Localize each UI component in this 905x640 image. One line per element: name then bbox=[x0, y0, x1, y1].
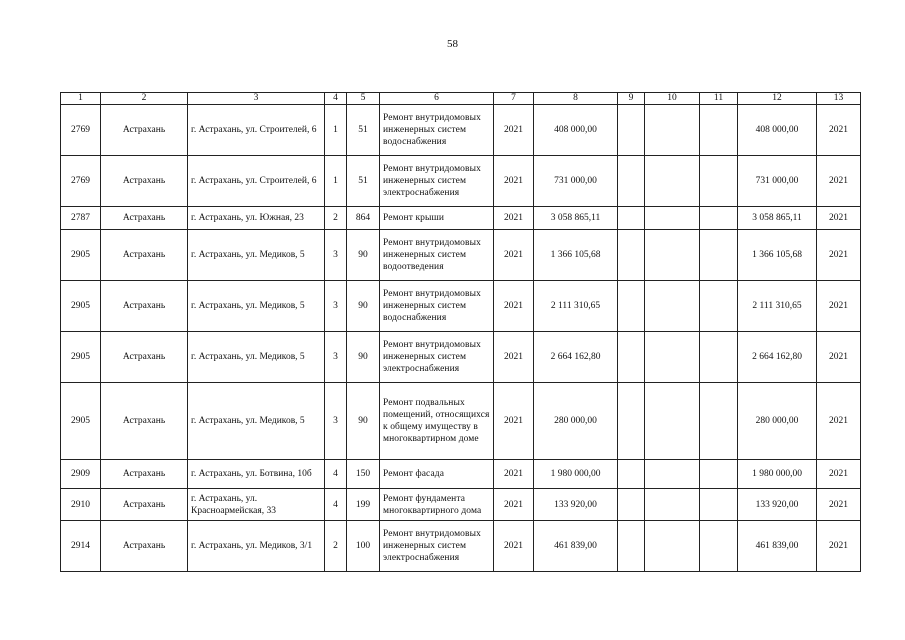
col5-cell: 51 bbox=[347, 156, 380, 207]
empty-cell bbox=[700, 105, 738, 156]
empty-cell bbox=[700, 281, 738, 332]
column-number: 7 bbox=[494, 93, 534, 105]
total-cost-cell: 3 058 865,11 bbox=[738, 207, 817, 230]
address-cell: г. Астрахань, ул. Медиков, 3/1 bbox=[188, 521, 325, 572]
cost-cell: 2 111 310,65 bbox=[534, 281, 618, 332]
empty-cell bbox=[645, 230, 700, 281]
empty-cell bbox=[618, 521, 645, 572]
empty-cell bbox=[618, 230, 645, 281]
year-cell: 2021 bbox=[494, 105, 534, 156]
work-type-cell: Ремонт внутридомовых инженерных систем электроснабжения bbox=[380, 332, 494, 383]
work-type-cell: Ремонт подвальных помещений, относящихся к общему имуществу в многоквартирном доме bbox=[380, 383, 494, 460]
total-cost-cell: 1 366 105,68 bbox=[738, 230, 817, 281]
municipality-cell: Астрахань bbox=[101, 460, 188, 489]
work-type-cell: Ремонт фундамента многоквартирного дома bbox=[380, 489, 494, 521]
cost-cell: 280 000,00 bbox=[534, 383, 618, 460]
cost-cell: 1 366 105,68 bbox=[534, 230, 618, 281]
table-row bbox=[61, 332, 861, 383]
year-cell: 2021 bbox=[494, 489, 534, 521]
col4-cell: 2 bbox=[325, 521, 347, 572]
work-type-cell: Ремонт внутридомовых инженерных систем электроснабжения bbox=[380, 521, 494, 572]
year-cell: 2021 bbox=[494, 332, 534, 383]
record-id-cell: 2769 bbox=[61, 156, 101, 207]
empty-cell bbox=[618, 156, 645, 207]
repair-registry-table bbox=[60, 92, 861, 572]
empty-cell bbox=[700, 489, 738, 521]
municipality-cell: Астрахань bbox=[101, 207, 188, 230]
empty-cell bbox=[618, 489, 645, 521]
empty-cell bbox=[618, 105, 645, 156]
empty-cell bbox=[700, 230, 738, 281]
column-number-row bbox=[61, 93, 861, 105]
col4-cell: 1 bbox=[325, 156, 347, 207]
record-id-cell: 2787 bbox=[61, 207, 101, 230]
municipality-cell: Астрахань bbox=[101, 281, 188, 332]
completion-year-cell: 2021 bbox=[817, 489, 861, 521]
completion-year-cell: 2021 bbox=[817, 332, 861, 383]
year-cell: 2021 bbox=[494, 207, 534, 230]
column-number: 3 bbox=[188, 93, 325, 105]
empty-cell bbox=[645, 156, 700, 207]
col5-cell: 90 bbox=[347, 230, 380, 281]
work-type-cell: Ремонт внутридомовых инженерных систем водоотведения bbox=[380, 230, 494, 281]
empty-cell bbox=[645, 460, 700, 489]
empty-cell bbox=[645, 521, 700, 572]
col5-cell: 90 bbox=[347, 332, 380, 383]
empty-cell bbox=[645, 332, 700, 383]
completion-year-cell: 2021 bbox=[817, 383, 861, 460]
column-number: 11 bbox=[700, 93, 738, 105]
record-id-cell: 2905 bbox=[61, 332, 101, 383]
column-number: 1 bbox=[61, 93, 101, 105]
year-cell: 2021 bbox=[494, 383, 534, 460]
empty-cell bbox=[645, 383, 700, 460]
empty-cell bbox=[645, 207, 700, 230]
total-cost-cell: 280 000,00 bbox=[738, 383, 817, 460]
address-cell: г. Астрахань, ул. Медиков, 5 bbox=[188, 281, 325, 332]
address-cell: г. Астрахань, ул. Медиков, 5 bbox=[188, 383, 325, 460]
empty-cell bbox=[618, 460, 645, 489]
col5-cell: 90 bbox=[347, 281, 380, 332]
address-cell: г. Астрахань, ул. Медиков, 5 bbox=[188, 332, 325, 383]
table-row bbox=[61, 383, 861, 460]
completion-year-cell: 2021 bbox=[817, 156, 861, 207]
empty-cell bbox=[700, 383, 738, 460]
work-type-cell: Ремонт крыши bbox=[380, 207, 494, 230]
col4-cell: 4 bbox=[325, 460, 347, 489]
total-cost-cell: 1 980 000,00 bbox=[738, 460, 817, 489]
municipality-cell: Астрахань bbox=[101, 521, 188, 572]
col5-cell: 199 bbox=[347, 489, 380, 521]
table-row bbox=[61, 156, 861, 207]
municipality-cell: Астрахань bbox=[101, 489, 188, 521]
cost-cell: 3 058 865,11 bbox=[534, 207, 618, 230]
cost-cell: 461 839,00 bbox=[534, 521, 618, 572]
record-id-cell: 2905 bbox=[61, 230, 101, 281]
year-cell: 2021 bbox=[494, 521, 534, 572]
empty-cell bbox=[618, 332, 645, 383]
record-id-cell: 2905 bbox=[61, 383, 101, 460]
total-cost-cell: 731 000,00 bbox=[738, 156, 817, 207]
column-number: 8 bbox=[534, 93, 618, 105]
record-id-cell: 2909 bbox=[61, 460, 101, 489]
address-cell: г. Астрахань, ул. Ботвина, 10б bbox=[188, 460, 325, 489]
year-cell: 2021 bbox=[494, 156, 534, 207]
cost-cell: 731 000,00 bbox=[534, 156, 618, 207]
table-row bbox=[61, 230, 861, 281]
col5-cell: 150 bbox=[347, 460, 380, 489]
work-type-cell: Ремонт внутридомовых инженерных систем водоснабжения bbox=[380, 105, 494, 156]
completion-year-cell: 2021 bbox=[817, 105, 861, 156]
record-id-cell: 2905 bbox=[61, 281, 101, 332]
empty-cell bbox=[700, 332, 738, 383]
municipality-cell: Астрахань bbox=[101, 230, 188, 281]
column-number: 4 bbox=[325, 93, 347, 105]
col4-cell: 4 bbox=[325, 489, 347, 521]
table-row bbox=[61, 207, 861, 230]
year-cell: 2021 bbox=[494, 281, 534, 332]
col5-cell: 51 bbox=[347, 105, 380, 156]
col4-cell: 3 bbox=[325, 281, 347, 332]
empty-cell bbox=[700, 156, 738, 207]
record-id-cell: 2914 bbox=[61, 521, 101, 572]
completion-year-cell: 2021 bbox=[817, 521, 861, 572]
column-number: 13 bbox=[817, 93, 861, 105]
column-number: 2 bbox=[101, 93, 188, 105]
empty-cell bbox=[700, 460, 738, 489]
cost-cell: 408 000,00 bbox=[534, 105, 618, 156]
empty-cell bbox=[618, 281, 645, 332]
cost-cell: 1 980 000,00 bbox=[534, 460, 618, 489]
col4-cell: 3 bbox=[325, 332, 347, 383]
empty-cell bbox=[618, 207, 645, 230]
column-number: 12 bbox=[738, 93, 817, 105]
column-number: 10 bbox=[645, 93, 700, 105]
municipality-cell: Астрахань bbox=[101, 332, 188, 383]
completion-year-cell: 2021 bbox=[817, 230, 861, 281]
total-cost-cell: 2 111 310,65 bbox=[738, 281, 817, 332]
col4-cell: 3 bbox=[325, 230, 347, 281]
municipality-cell: Астрахань bbox=[101, 383, 188, 460]
cost-cell: 2 664 162,80 bbox=[534, 332, 618, 383]
empty-cell bbox=[618, 383, 645, 460]
col5-cell: 90 bbox=[347, 383, 380, 460]
column-number: 6 bbox=[380, 93, 494, 105]
table-row bbox=[61, 521, 861, 572]
year-cell: 2021 bbox=[494, 460, 534, 489]
total-cost-cell: 2 664 162,80 bbox=[738, 332, 817, 383]
column-number: 5 bbox=[347, 93, 380, 105]
table-row bbox=[61, 105, 861, 156]
empty-cell bbox=[645, 105, 700, 156]
record-id-cell: 2769 bbox=[61, 105, 101, 156]
work-type-cell: Ремонт внутридомовых инженерных систем электроснабжения bbox=[380, 156, 494, 207]
municipality-cell: Астрахань bbox=[101, 105, 188, 156]
cost-cell: 133 920,00 bbox=[534, 489, 618, 521]
address-cell: г. Астрахань, ул. Южная, 23 bbox=[188, 207, 325, 230]
work-type-cell: Ремонт внутридомовых инженерных систем водоснабжения bbox=[380, 281, 494, 332]
table-row bbox=[61, 281, 861, 332]
col4-cell: 3 bbox=[325, 383, 347, 460]
table-row bbox=[61, 489, 861, 521]
total-cost-cell: 408 000,00 bbox=[738, 105, 817, 156]
address-cell: г. Астрахань, ул. Строителей, 6 bbox=[188, 156, 325, 207]
work-type-cell: Ремонт фасада bbox=[380, 460, 494, 489]
address-cell: г. Астрахань, ул. Строителей, 6 bbox=[188, 105, 325, 156]
total-cost-cell: 133 920,00 bbox=[738, 489, 817, 521]
page-number: 58 bbox=[447, 38, 458, 50]
col5-cell: 100 bbox=[347, 521, 380, 572]
empty-cell bbox=[645, 489, 700, 521]
col5-cell: 864 bbox=[347, 207, 380, 230]
completion-year-cell: 2021 bbox=[817, 460, 861, 489]
municipality-cell: Астрахань bbox=[101, 156, 188, 207]
col4-cell: 2 bbox=[325, 207, 347, 230]
col4-cell: 1 bbox=[325, 105, 347, 156]
empty-cell bbox=[700, 207, 738, 230]
empty-cell bbox=[700, 521, 738, 572]
record-id-cell: 2910 bbox=[61, 489, 101, 521]
empty-cell bbox=[645, 281, 700, 332]
column-number: 9 bbox=[618, 93, 645, 105]
address-cell: г. Астрахань, ул. Красноармейская, 33 bbox=[188, 489, 325, 521]
address-cell: г. Астрахань, ул. Медиков, 5 bbox=[188, 230, 325, 281]
total-cost-cell: 461 839,00 bbox=[738, 521, 817, 572]
table-row bbox=[61, 460, 861, 489]
completion-year-cell: 2021 bbox=[817, 207, 861, 230]
completion-year-cell: 2021 bbox=[817, 281, 861, 332]
year-cell: 2021 bbox=[494, 230, 534, 281]
